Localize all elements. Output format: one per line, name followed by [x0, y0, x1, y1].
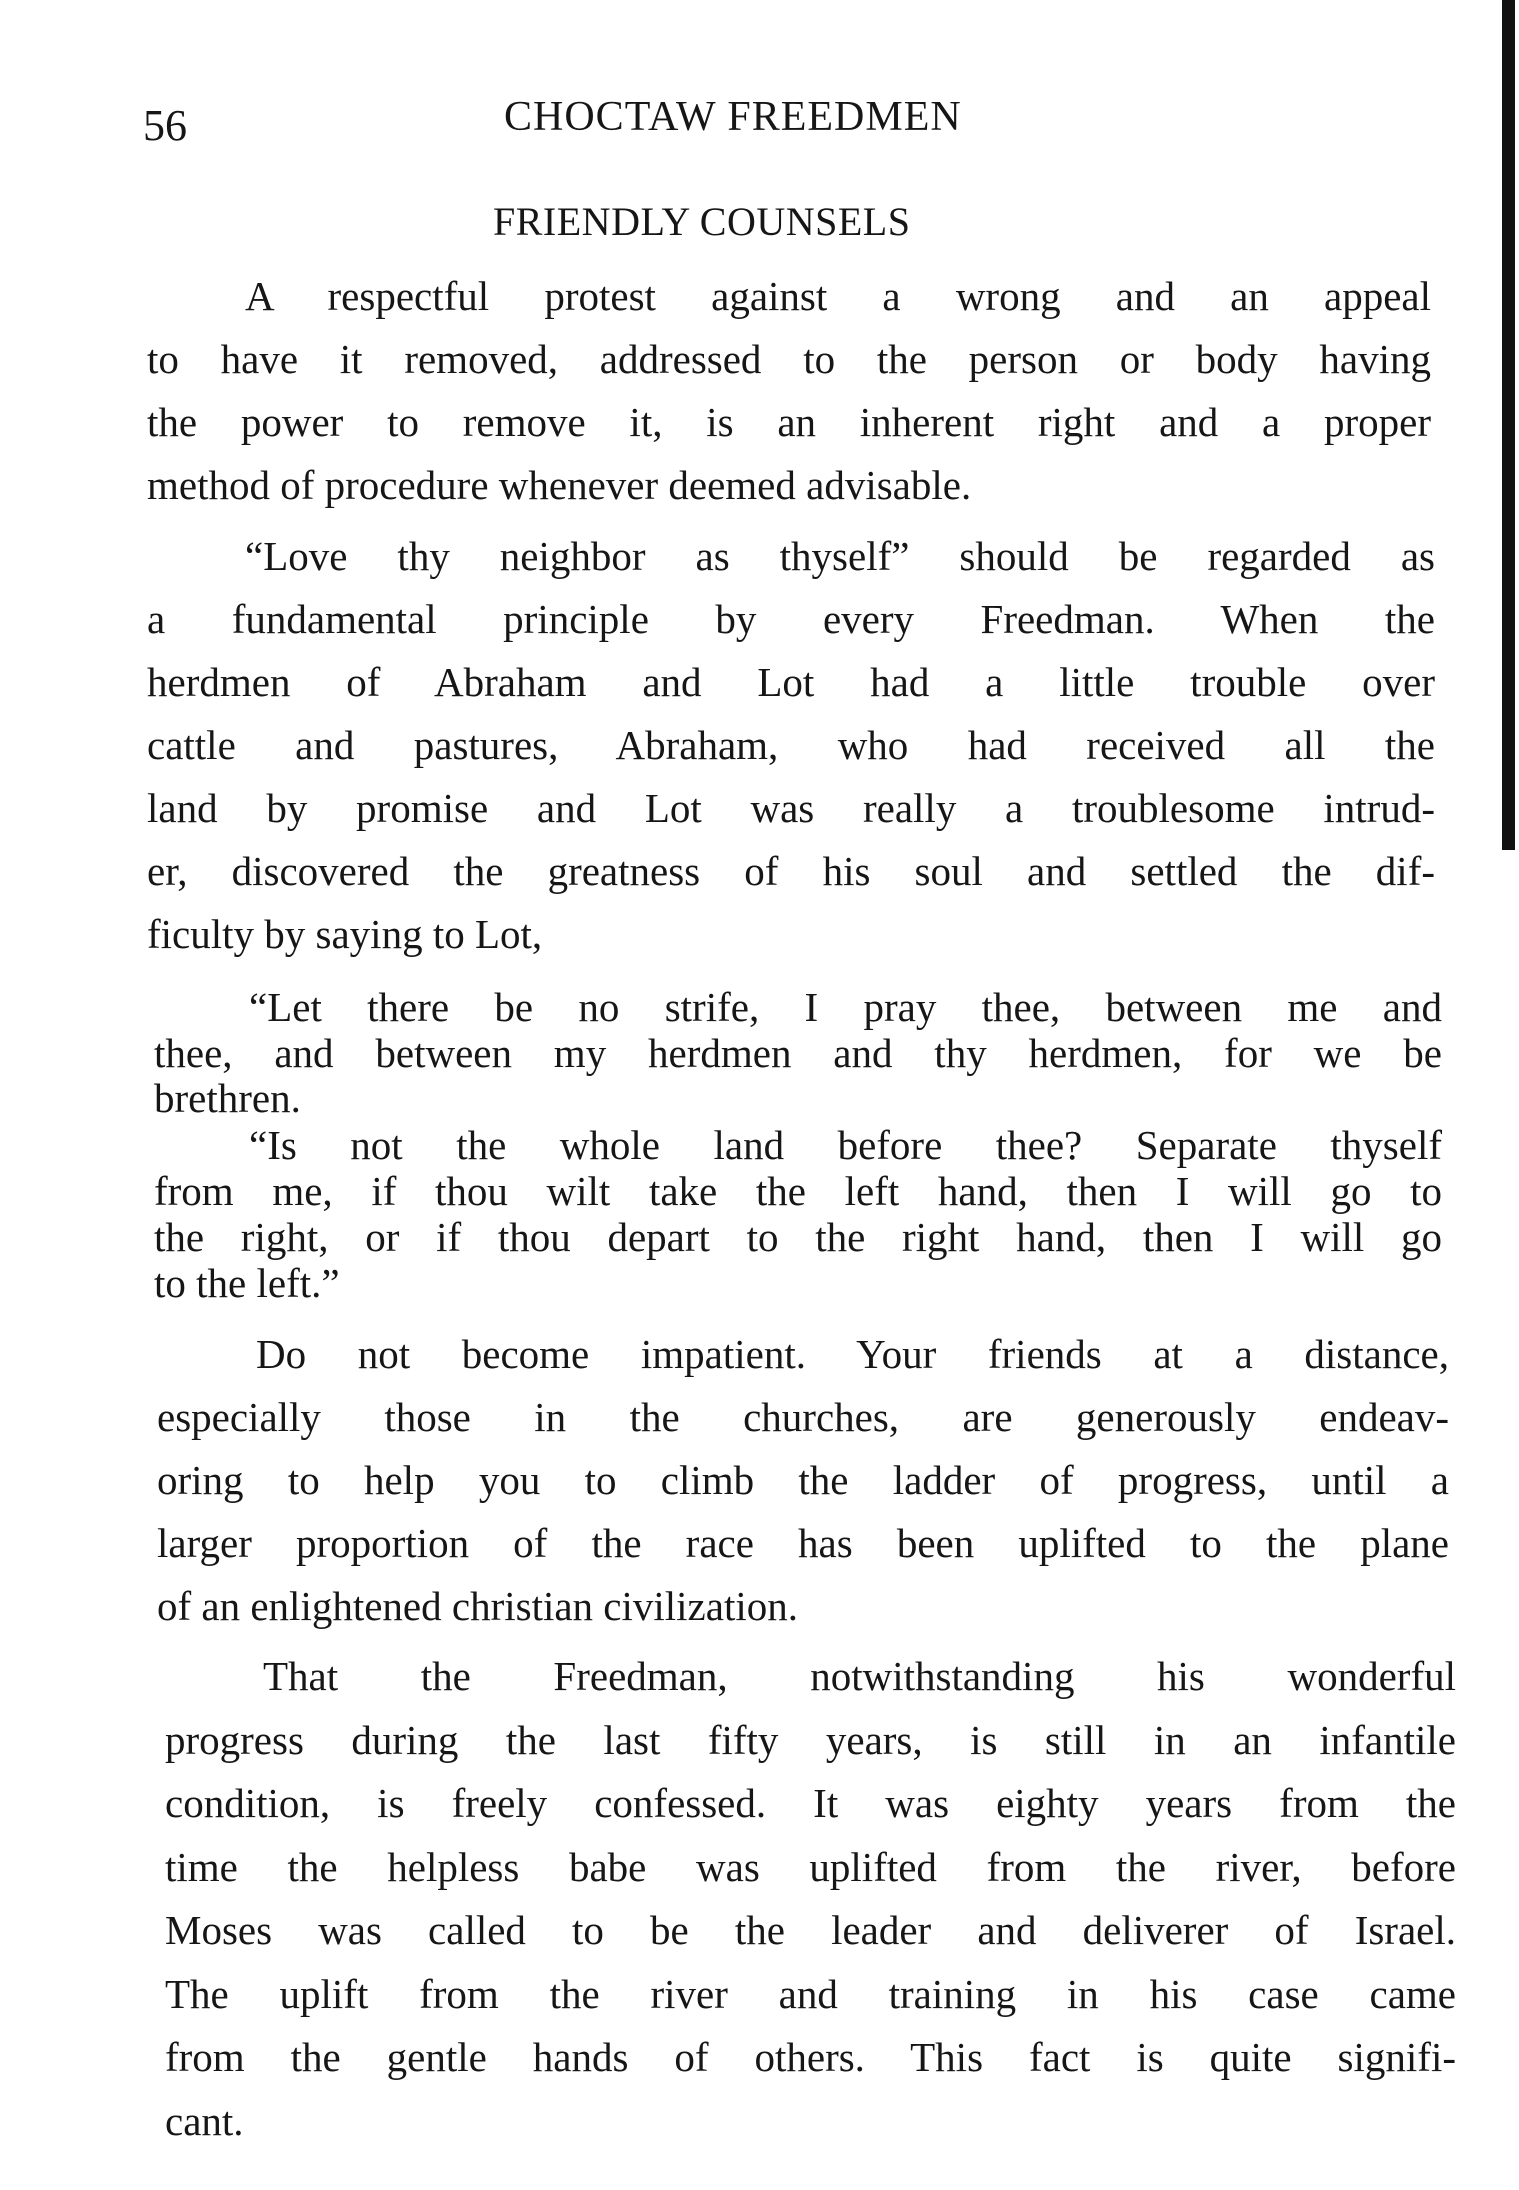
text-line: That the Freedman, notwithstanding his wonderful [263, 1653, 1456, 1699]
text-line: cant. [165, 2097, 244, 2144]
text-line: ficulty by saying to Lot, [147, 911, 543, 957]
paragraph-protest [147, 265, 1431, 517]
text-line: cattle and pastures, Abraham, who had received all the [147, 722, 1435, 768]
text-line: “Is not the whole land before thee? Separate thyself [249, 1122, 1442, 1168]
text-line: the right, or if thou depart to the right hand, then I will go [154, 1214, 1442, 1260]
page-number: 56 [143, 101, 187, 150]
text-line: especially those in the churches, are generously endeav- [157, 1394, 1449, 1440]
text-line: Moses was called to be the leader and deliverer of Israel. [165, 1907, 1456, 1953]
text-line: of an enlightened christian civilization. [157, 1583, 798, 1629]
text-line: herdmen of Abraham and Lot had a little trouble over [147, 659, 1435, 705]
text-line: to the left.” [154, 1260, 340, 1306]
text-line: The uplift from the river and training in his case came [165, 1970, 1456, 2017]
text-line: A respectful protest against a wrong and an appeal [245, 273, 1431, 319]
quote-block-strife [154, 985, 1442, 1122]
text-line: to have it removed, addressed to the person or body having [147, 336, 1431, 382]
paragraph-love-thy-neighbor [147, 525, 1435, 966]
quote-block-separate [154, 1122, 1442, 1306]
text-line: the power to remove it, is an inherent right and a proper [147, 399, 1431, 445]
text-line: Do not become impatient. Your friends at a distance, [256, 1331, 1449, 1377]
text-line: condition, is freely confessed. It was eighty years from the [165, 1780, 1456, 1826]
text-line: er, discovered the greatness of his soul and settled the dif- [147, 848, 1435, 894]
scan-edge-bar [1502, 0, 1515, 850]
text-line: a fundamental principle by every Freedman. When the [147, 596, 1435, 642]
text-line: oring to help you to climb the ladder of progress, until a [157, 1457, 1449, 1503]
text-line: thee, and between my herdmen and thy herdmen, for we be [154, 1029, 1442, 1076]
text-line: progress during the last fifty years, is still in an infantile [165, 1716, 1456, 1763]
text-line: method of procedure whenever deemed advisable. [147, 462, 972, 508]
text-line: “Love thy neighbor as thyself” should be regarded as [245, 533, 1435, 579]
text-line: from the gentle hands of others. This fact is quite signifi- [165, 2034, 1456, 2080]
paragraph-freedman-progress [165, 1645, 1456, 2153]
text-line: time the helpless babe was uplifted from the river, before [165, 1843, 1456, 1890]
text-line: land by promise and Lot was really a troublesome intrud- [147, 785, 1435, 831]
running-title: CHOCTAW FREEDMEN [504, 94, 962, 140]
text-line: from me, if thou wilt take the left hand, then I will go to [154, 1168, 1442, 1214]
text-line: larger proportion of the race has been uplifted to the plane [157, 1520, 1449, 1566]
text-line: “Let there be no strife, I pray thee, between me and [249, 984, 1442, 1030]
text-line: brethren. [154, 1075, 301, 1121]
paragraph-impatient [157, 1323, 1449, 1638]
section-heading: FRIENDLY COUNSELS [493, 199, 911, 244]
